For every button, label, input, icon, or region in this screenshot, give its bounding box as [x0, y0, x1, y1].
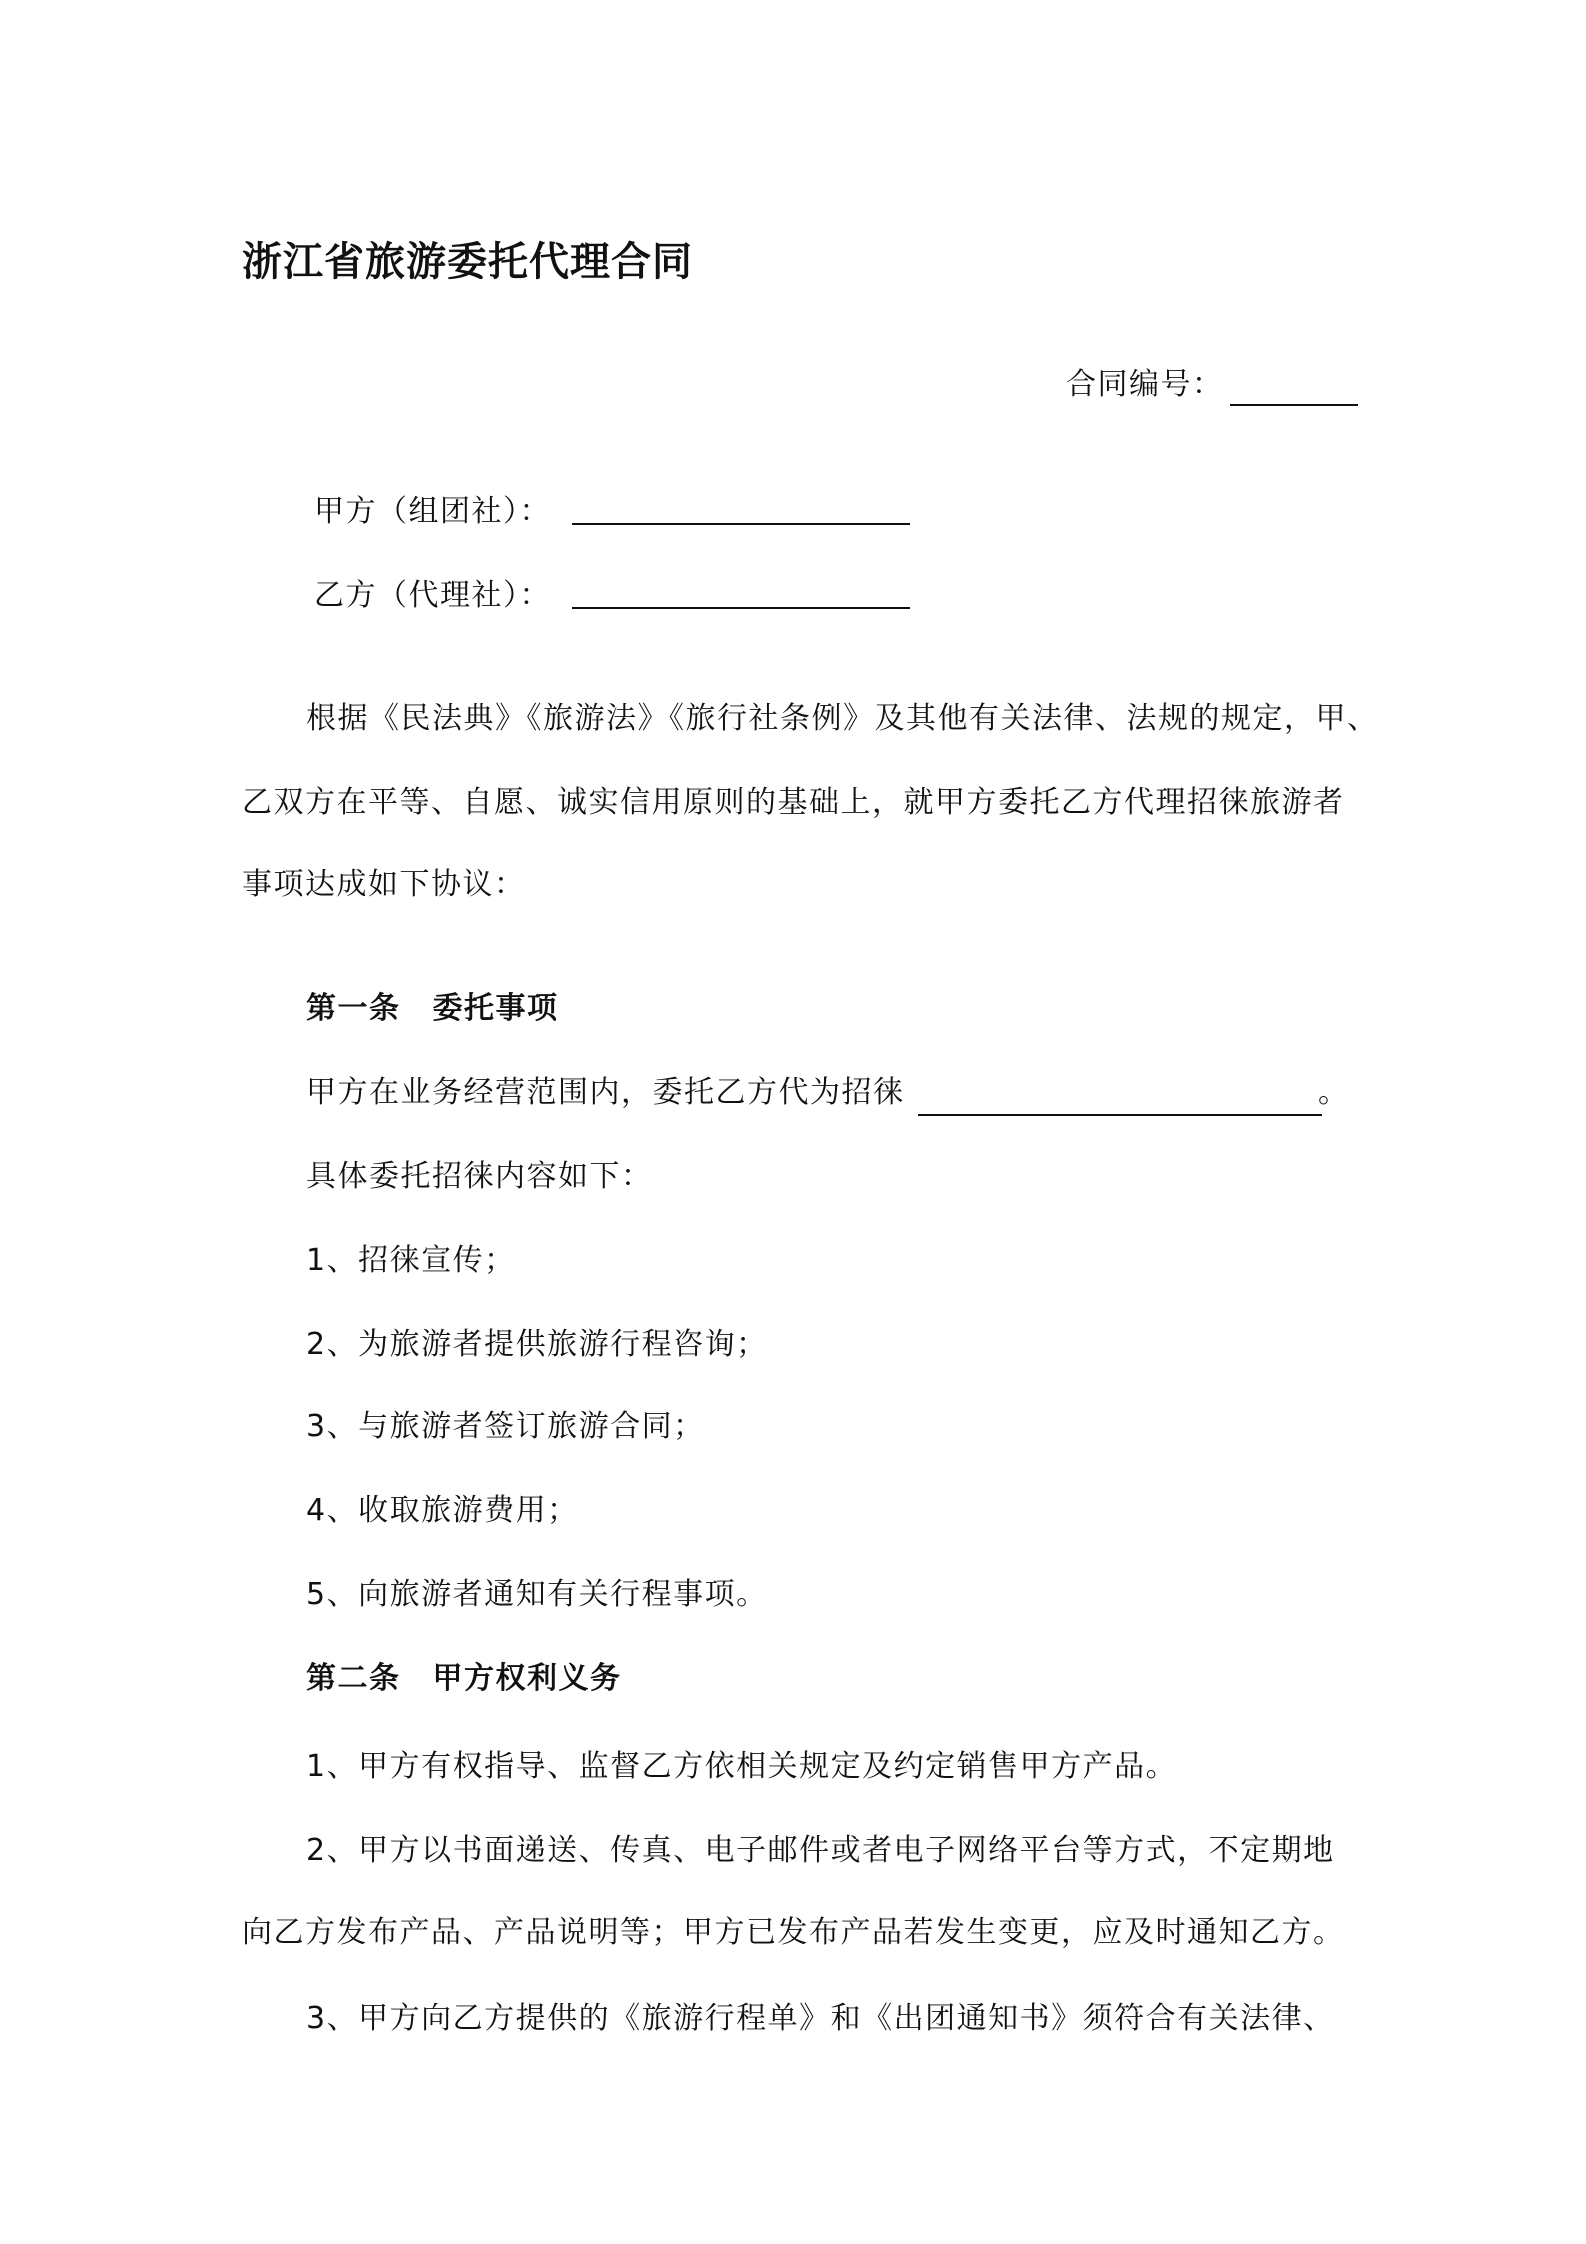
- article-2-number: 第二条: [306, 1661, 401, 1696]
- preamble-line-1: 根据《民法典》《旅游法》《旅行社条例》及其他有关法律、法规的规定，甲、: [306, 701, 1379, 736]
- preamble-line-2: 乙双方在平等、自愿、诚实信用原则的基础上，就甲方委托乙方代理招徕旅游者: [242, 785, 1345, 820]
- article-2-title: 甲方权利义务: [432, 1661, 622, 1696]
- party-b-label: 乙方（代理社）：: [314, 578, 551, 613]
- preamble-line-3: 事项达成如下协议：: [242, 867, 526, 902]
- document-title: 浙江省旅游委托代理合同: [242, 239, 693, 285]
- contract-number-blank: [1230, 404, 1358, 406]
- article-1-heading: [306, 991, 559, 1026]
- article-1-item-4: 4、收取旅游费用；: [306, 1493, 579, 1528]
- article-2-line-1: 1、甲方有权指导、监督乙方依相关规定及约定销售甲方产品。: [306, 1749, 1178, 1784]
- article-2-line-2: 2、甲方以书面递送、传真、电子邮件或者电子网络平台等方式，不定期地: [306, 1833, 1335, 1868]
- contract-number-label: 合同编号：: [1066, 367, 1224, 402]
- article-2-line-4: 3、甲方向乙方提供的《旅游行程单》和《出团通知书》须符合有关法律、: [306, 2001, 1335, 2036]
- article-1-line-1-end: 。: [1318, 1075, 1350, 1110]
- article-1-title: 委托事项: [432, 991, 559, 1026]
- party-a-blank: [572, 523, 910, 525]
- article-1-number: 第一条: [306, 991, 401, 1026]
- entrust-scope-blank: [918, 1114, 1322, 1116]
- party-a-label: 甲方（组团社）：: [314, 494, 551, 529]
- article-1-line-2: 具体委托招徕内容如下：: [306, 1159, 653, 1194]
- article-1-line-1: 甲方在业务经营范围内，委托乙方代为招徕: [306, 1075, 905, 1110]
- article-1-item-1: 1、招徕宣传；: [306, 1243, 516, 1278]
- article-2-line-3: 向乙方发布产品、产品说明等；甲方已发布产品若发生变更，应及时通知乙方。: [242, 1915, 1345, 1950]
- article-1-item-3: 3、与旅游者签订旅游合同；: [306, 1409, 705, 1444]
- party-b-blank: [572, 607, 910, 609]
- article-1-item-2: 2、为旅游者提供旅游行程咨询；: [306, 1327, 768, 1362]
- article-1-item-5: 5、向旅游者通知有关行程事项。: [306, 1577, 768, 1612]
- article-2-heading: [306, 1661, 622, 1696]
